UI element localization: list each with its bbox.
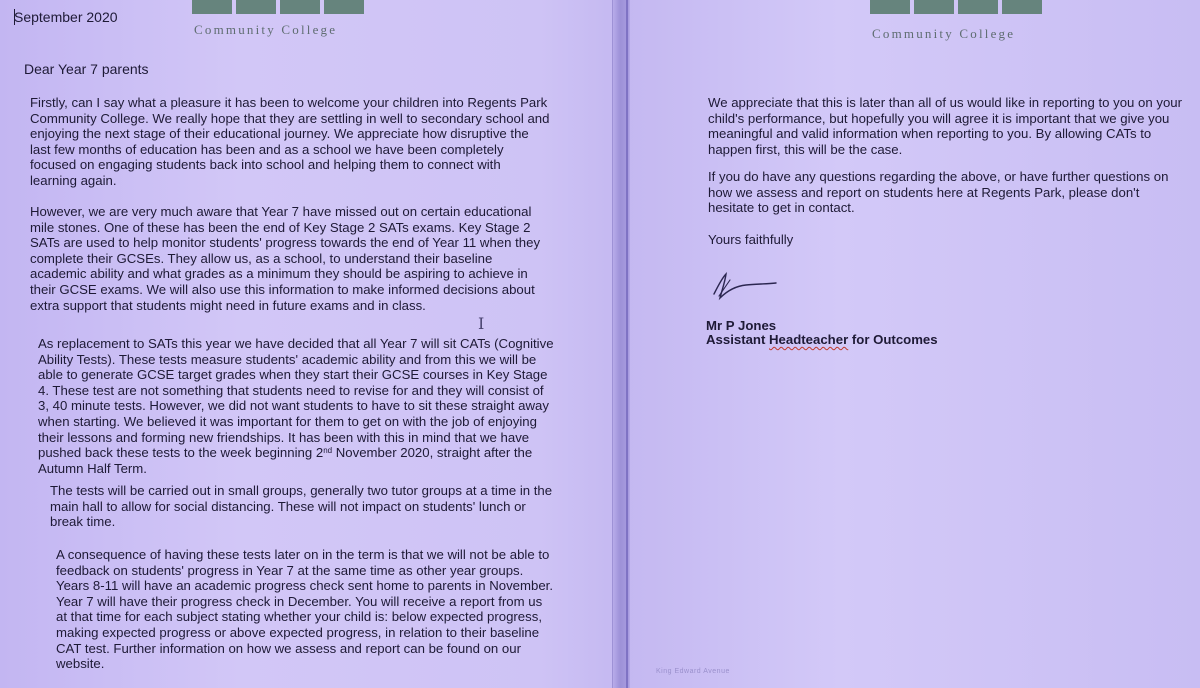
paragraph-cats-end: November 2020, straight after the Autumn Half Term. [38, 445, 533, 476]
signatory-title-start: Assistant [706, 332, 770, 347]
paragraph-progress-check[interactable]: A consequence of having these tests later on in the term is that we will not be able to feedback on students' progress in Year 7 at the same time as other year groups. Years 8-11 will have an academic progress check sent home to parents in November. Year 7 will have their progress check in December. You will receive a report from us at that time for each subject stating whether your child is: below expected progress, making expected progress or above expected progress, in relation to their baseline CAT test. Further information on how we assess and report can be found on our website. [56, 547, 553, 672]
logo-block [324, 0, 364, 14]
logo-block [236, 0, 276, 14]
school-logo-text-right: Community College [872, 26, 1016, 41]
paragraph-timing[interactable]: We appreciate that this is later than all of us would like in reporting to you on your child's performance, but hopefully you will agree it is important that we give you meaningful and valid information when reporting to you. By allowing CATs to happen first, this will be the case. [708, 95, 1183, 157]
logo-block [1002, 0, 1042, 14]
paragraph-contact[interactable]: If you do have any questions regarding the above, or have further questions on how we assess and report on students here at Regents Park, please don't hesitate to get in contact. [708, 169, 1169, 216]
logo-block [870, 0, 910, 14]
letter-salutation[interactable]: Dear Year 7 parents [24, 61, 149, 77]
school-logo-blocks-right [870, 0, 1042, 14]
handwritten-signature [710, 270, 780, 304]
logo-block [958, 0, 998, 14]
paragraph-test-logistics[interactable]: The tests will be carried out in small groups, generally two tutor groups at a time in the main hall to allow for social distancing. These will not impact on students' lunch or break time. [50, 483, 553, 530]
paragraph-cats[interactable] [38, 336, 554, 476]
footer-address: King Edward Avenue [656, 668, 730, 675]
paragraph-sats[interactable]: However, we are very much aware that Year 7 have missed out on certain educational mile stones. One of these has been the end of Key Stage 2 SATs exams. Key Stage 2 SATs are used to help monitor students' progress towards the end of Year 11 when they complete their GCSEs. They allow us, as a school, to understand their baseline academic ability and what grades as a minimum they should be aspiring to achieve in their GCSE exams. We will also use this information to make informed decisions about extra support that students might need in future exams and in class. [30, 204, 541, 313]
school-logo-text-left: Community College [194, 22, 338, 37]
logo-block [280, 0, 320, 14]
paragraph-welcome[interactable]: Firstly, can I say what a pleasure it has been to welcome your children into Regents Park Community College. We really hope that they are settling in well to secondary school and enjoying the next stage of their educational journey. We appreciate how disruptive the last few months of education has been and as a school we have been completely focused on engaging students back into school and helping them to connect with learning again. [30, 95, 550, 188]
ordinal-suffix: nd [323, 446, 333, 456]
paragraph-cats-text: As replacement to SATs this year we have decided that all Year 7 will sit CATs (Cognitive Ability Tests). These tests measure students' academic ability and from this we will be able to generate GCSE target grades when they start their GCSE courses in Key Stage 4. These test are not something that students need to revise for and they will consist of 3, 40 minute tests. However, we did not want students to have to sit these straight away when starting. We believed it was important for them to get on with the job of enjoying their lessons and forming new friendships. It has been with this in mind that we have pushed back these tests to the week beginning 2 [38, 336, 554, 461]
logo-block [914, 0, 954, 14]
signatory-name[interactable]: Mr P Jones [706, 318, 777, 333]
letter-closing[interactable]: Yours faithfully [708, 232, 794, 247]
signatory-title[interactable] [706, 332, 938, 347]
signatory-title-end: for Outcomes [848, 332, 938, 347]
school-logo-blocks-left [192, 0, 364, 14]
letter-date[interactable]: September 2020 [14, 9, 118, 25]
logo-block [192, 0, 232, 14]
i-beam-cursor-icon: I [478, 314, 485, 333]
spellcheck-flagged-word[interactable]: Headteacher [769, 332, 849, 347]
